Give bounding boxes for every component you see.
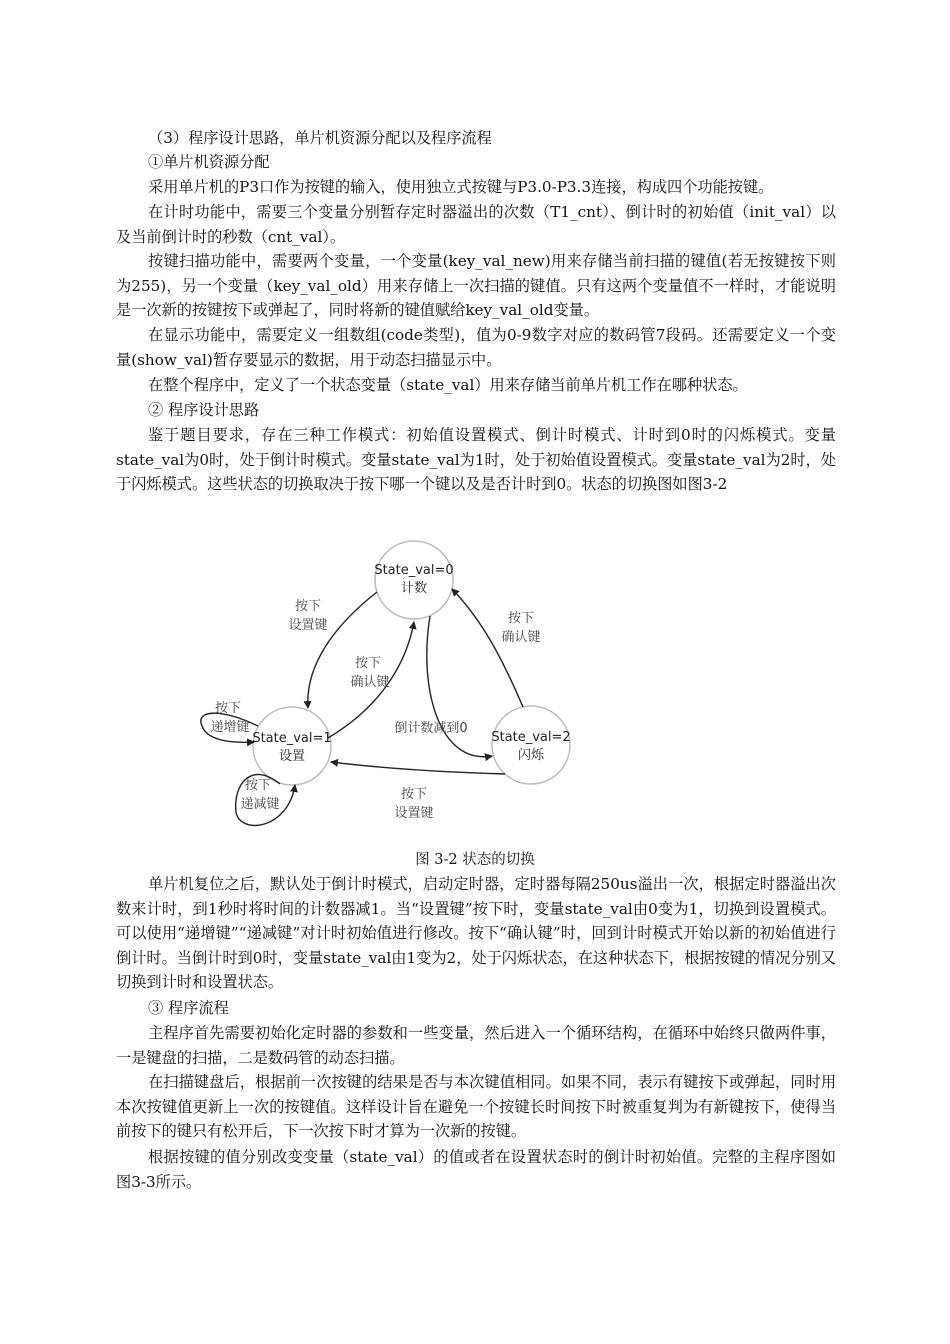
- edge-label-confirm-a-2: 确认键: [350, 675, 390, 690]
- arrow-2-to-1-set: [331, 762, 505, 774]
- paragraph-display: 在显示功能中，需要定义一组数组(code类型)，值为0-9数字对应的数码管7段码。还需要定义一个变量(show_val)暂存要显示的数据，用于动态扫描显示中。: [116, 326, 836, 369]
- state-2-circle: [492, 706, 570, 784]
- paragraph-reset-behavior: 单片机复位之后，默认处于倒计时模式，启动定时器，定时器每隔250us溢出一次，根据定时器溢出次数来计时，到1秒时将时间的计数器减1。当“设置键”按下时，变量state_val由0变为1，切换到设置模式。可以使用“递增键”“递减键”对计时初始值进行修改。按下“确认键”时，回到计时模式开始以新的初始值进行倒计时。当倒计时到0时，变量state_val由1变为2，处于闪烁状态，在这种状态下，根据按键的情况分别又切换到计时和设置状态。: [116, 875, 836, 991]
- state-1-label: State_val=1: [252, 731, 332, 746]
- edge-label-inc-2: 递增键: [210, 720, 250, 735]
- edge-label-zero: 倒计数减到0: [394, 721, 468, 736]
- arrow-2-to-0-confirm: [452, 589, 523, 707]
- edge-label-confirm-b-2: 确认键: [501, 630, 541, 645]
- state-0-circle: [375, 541, 453, 619]
- edge-label-set-b-1: 按下: [400, 787, 428, 802]
- paragraph-p3-keys: 采用单片机的P3口作为按键的输入，使用独立式按键与P3.0-P3.3连接，构成四个功能按键。: [148, 178, 774, 196]
- state-0-sublabel: 计数: [400, 581, 428, 596]
- figure-caption: 图 3-2 状态的切换: [415, 852, 535, 868]
- paragraph-timer-vars: 在计时功能中，需要三个变量分别暂存定时器溢出的次数（T1_cnt）、倒计时的初始值（init_val）以及当前倒计时的秒数（cnt_val）。: [116, 203, 836, 246]
- edge-label-dec-1: 按下: [244, 778, 272, 793]
- state-2-label: State_val=2: [491, 730, 571, 745]
- edge-label-set-a-2: 设置键: [288, 618, 328, 633]
- edge-label-confirm-a-1: 按下: [354, 656, 382, 671]
- section-heading: （3）程序设计思路，单片机资源分配以及程序流程: [148, 129, 492, 147]
- edge-label-inc-1: 按下: [214, 701, 242, 716]
- paragraph-state-var: 在整个程序中，定义了一个状态变量（state_val）用来存储当前单片机工作在哪种状态。: [148, 376, 748, 394]
- edge-label-confirm-b-1: 按下: [507, 611, 535, 626]
- state-2-sublabel: 闪烁: [517, 748, 545, 763]
- edge-label-set-a-1: 按下: [294, 599, 322, 614]
- paragraph-main-loop: 主程序首先需要初始化定时器的参数和一些变量，然后进入一个循环结构，在循环中始终只做两件事，一是键盘的扫描，二是数码管的动态扫描。: [116, 1024, 836, 1067]
- state-diagram: [190, 530, 590, 840]
- state-1-circle: [253, 707, 331, 785]
- paragraph-key-scan: 按键扫描功能中，需要两个变量，一个变量(key_val_new)用来存储当前扫描的键值(若无按键按下则为255)，另一个变量（key_val_old）用来存储上一次扫描的键值。只有这两个变量值不一样时，才能说明是一次新的按键按下或弹起了，同时将新的键值赋给key_val_old变量。: [116, 252, 836, 319]
- edge-label-set-b-2: 设置键: [394, 806, 434, 821]
- subheading-resource: ①单片机资源分配: [148, 153, 270, 171]
- subheading-flow: ③ 程序流程: [148, 999, 229, 1017]
- paragraph-state-change: 根据按键的值分别改变变量（state_val）的值或者在设置状态时的倒计时初始值。完整的主程序图如图3-3所示。: [116, 1148, 836, 1191]
- paragraph-modes: 鉴于题目要求，存在三种工作模式：初始值设置模式、倒计时模式、计时到0时的闪烁模式。变量state_val为0时，处于倒计时模式。变量state_val为1时，处于初始值设置模式。变量state_val为2时，处于闪烁模式。这些状态的切换取决于按下哪一个键以及是否计时到0。状态的切换图如图3-2: [116, 426, 836, 493]
- edge-label-dec-2: 递减键: [240, 797, 280, 812]
- subheading-design: ② 程序设计思路: [148, 401, 260, 419]
- state-0-label: State_val=0: [374, 563, 454, 578]
- paragraph-debounce: 在扫描键盘后，根据前一次按键的结果是否与本次键值相同。如果不同，表示有键按下或弹起，同时用本次按键值更新上一次的按键值。这样设计旨在避免一个按键长时间按下时被重复判为有新键按下，使得当前按下的键只有松开后，下一次按下时才算为一次新的按键。: [116, 1073, 836, 1140]
- state-1-sublabel: 设置: [278, 749, 306, 764]
